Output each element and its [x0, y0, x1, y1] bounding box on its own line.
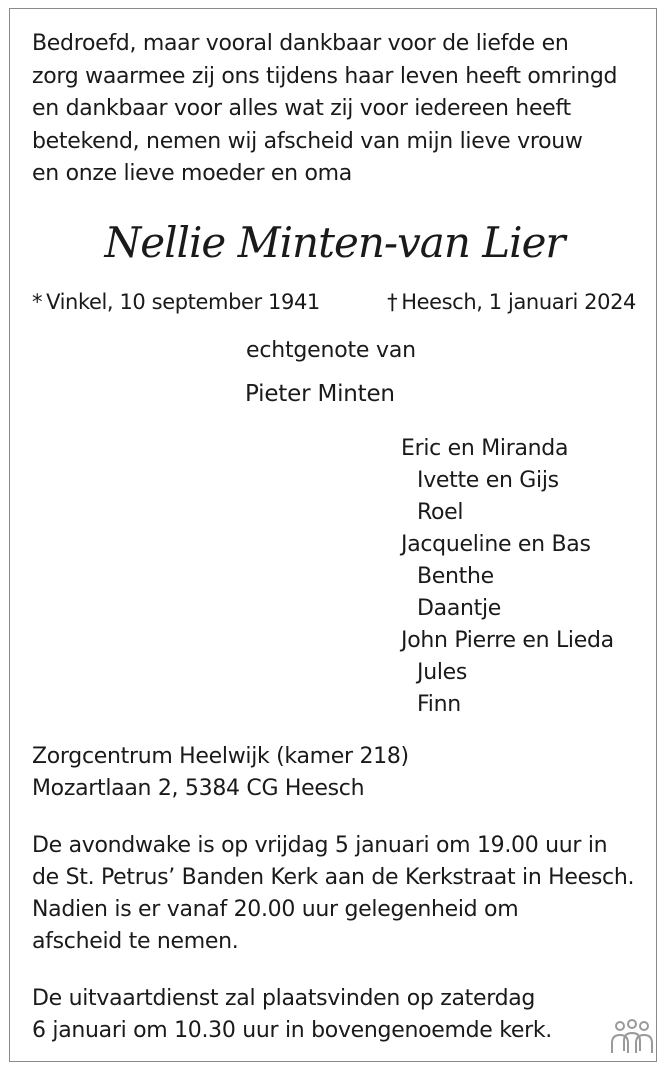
funeral-line: 6 januari om 10.30 uur in bovengenoemde kerk.	[32, 1018, 552, 1043]
spouse-name: Pieter Minten	[245, 381, 395, 407]
vigil-line: de St. Petrus’ Banden Kerk aan de Kerkstraat in Heesch.	[32, 865, 635, 890]
people-group-icon	[608, 1017, 656, 1057]
death-info	[387, 287, 636, 317]
vigil-line: afscheid te nemen.	[32, 929, 239, 954]
birth-text: Vinkel, 10 september 1941	[46, 290, 320, 314]
family-member: Roel	[417, 500, 464, 525]
intro-text	[32, 28, 632, 191]
address-line: Zorgcentrum Heelwijk (kamer 218)	[32, 744, 409, 769]
address-line: Mozartlaan 2, 5384 CG Heesch	[32, 776, 365, 801]
family-member: Benthe	[417, 564, 494, 589]
family-member: Finn	[417, 692, 461, 717]
spouse-intro: echtgenote van	[246, 338, 416, 363]
funeral-line: De uitvaartdienst zal plaatsvinden op zaterdag	[32, 986, 536, 1011]
death-cross-icon: †	[387, 290, 398, 314]
family-list	[401, 433, 614, 721]
funeral-text	[32, 983, 652, 1047]
family-member: Jules	[417, 660, 468, 685]
vigil-line: De avondwake is op vrijdag 5 januari om 19.00 uur in	[32, 833, 608, 858]
intro-line: en onze lieve moeder en oma	[32, 161, 352, 186]
address-block	[32, 741, 652, 805]
family-member: Eric en Miranda	[401, 436, 569, 461]
intro-line: Bedroefd, maar vooral dankbaar voor de liefde en	[32, 31, 569, 56]
family-member: Ivette en Gijs	[417, 468, 559, 493]
deceased-name: Nellie Minten-van Lier	[104, 218, 565, 267]
birth-star-icon: *	[32, 290, 43, 314]
birth-info	[32, 287, 320, 317]
vigil-line: Nadien is er vanaf 20.00 uur gelegenheid om	[32, 897, 519, 922]
intro-line: zorg waarmee zij ons tijdens haar leven heeft omringd	[32, 63, 618, 89]
intro-line: en dankbaar voor alles wat zij voor iedereen heeft	[32, 96, 571, 121]
family-member: Daantje	[417, 596, 502, 621]
death-text: Heesch, 1 januari 2024	[401, 290, 636, 314]
family-member: John Pierre en Lieda	[401, 628, 614, 653]
family-member: Jacqueline en Bas	[401, 532, 591, 557]
vigil-text	[32, 830, 652, 958]
intro-line: betekend, nemen wij afscheid van mijn lieve vrouw	[32, 128, 583, 154]
